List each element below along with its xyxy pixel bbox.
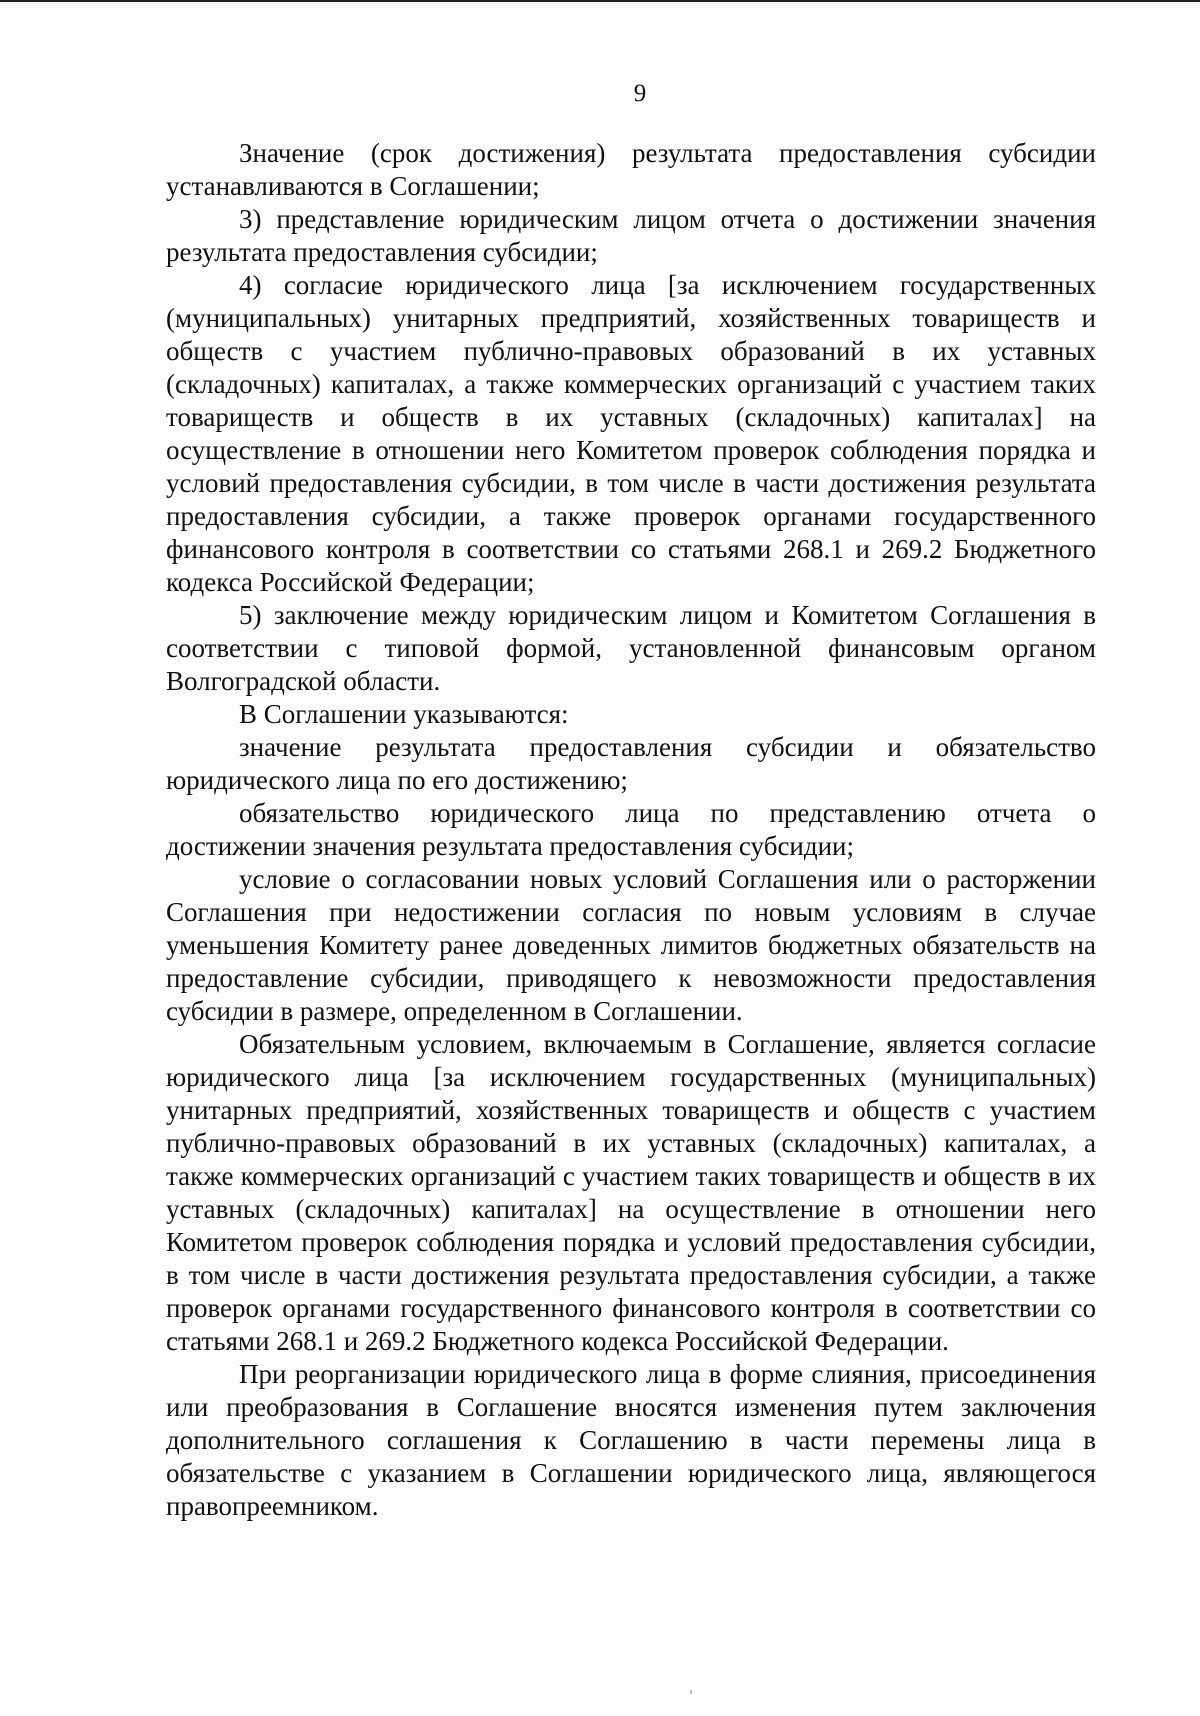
paragraph-new-conditions: условие о согласовании новых условий Соглашения или о расторжении Соглашения при недостижении согласия по новым условиям в случае уменьшения Комитету ранее доведенных лимитов бюджетных обязательств на предоставление субсидии, приводящего к невозможности предоставления субсидии в размере, определенном в Соглашении. [166,864,1096,1026]
paragraph-result-value-obligation: значение результата предоставления субсидии и обязательство юридического лица по его достижению; [166,732,1096,795]
paragraph-mandatory-condition: Обязательным условием, включаемым в Соглашение, является согласие юридического лица [за исключением государственных (муниципальных) унитарных предприятий, хозяйственных товариществ и обществ с участием публично-правовых образований в их уставных (складочных) капиталах, а также коммерческих организаций с участием таких товариществ и обществ в их уставных (складочных) капиталах] на осуществление в отношении него Комитетом проверок соблюдения порядка и условий предоставления субсидии, в том числе в части достижения результата предоставления субсидии, а также проверок органами государственного финансового контроля в соответствии со статьями 268.1 и 269.2 Бюджетного кодекса Российской Федерации. [166,1029,1096,1356]
paragraph-item-5-agreement: 5) заключение между юридическим лицом и Комитетом Соглашения в соответствии с типовой формой, установленной финансовым органом Волгоградской области. [166,600,1096,696]
paragraph-reorganization: При реорганизации юридического лица в форме слияния, присоединения или преобразования в Соглашение вносятся изменения путем заключения дополнительного соглашения к Соглашению в части перемены лица в обязательстве с указанием в Соглашении юридического лица, являющегося правопреемником. [166,1359,1096,1521]
paragraph-agreement-contents-intro: В Соглашении указываются: [239,699,569,729]
paragraph-result-deadline: Значение (срок достижения) результата предоставления субсидии устанавливаются в Соглашении; [166,138,1096,201]
paragraph-item-4-consent: 4) согласие юридического лица [за исключением государственных (муниципальных) унитарных предприятий, хозяйственных товариществ и обществ с участием публично-правовых образований в их уставных (складочных) капиталах, а также коммерческих организаций с участием таких товариществ и обществ в их уставных (складочных) капиталах] на осуществление в отношении него Комитетом проверок соблюдения порядка и условий предоставления субсидии, в том числе в части достижения результата предоставления субсидии, а также проверок органами государственного финансового контроля в соответствии со статьями 268.1 и 269.2 Бюджетного кодекса Российской Федерации; [166,270,1096,597]
scan-speck [690,1690,692,1694]
scan-top-edge [0,0,1200,2]
paragraph-report-obligation: обязательство юридического лица по представлению отчета о достижении значения результата предоставления субсидии; [166,798,1096,861]
paragraph-item-3-report: 3) представление юридическим лицом отчета о достижении значения результата предоставления субсидии; [166,204,1096,267]
page-number: 9 [633,80,647,107]
document-body [166,137,1096,1523]
